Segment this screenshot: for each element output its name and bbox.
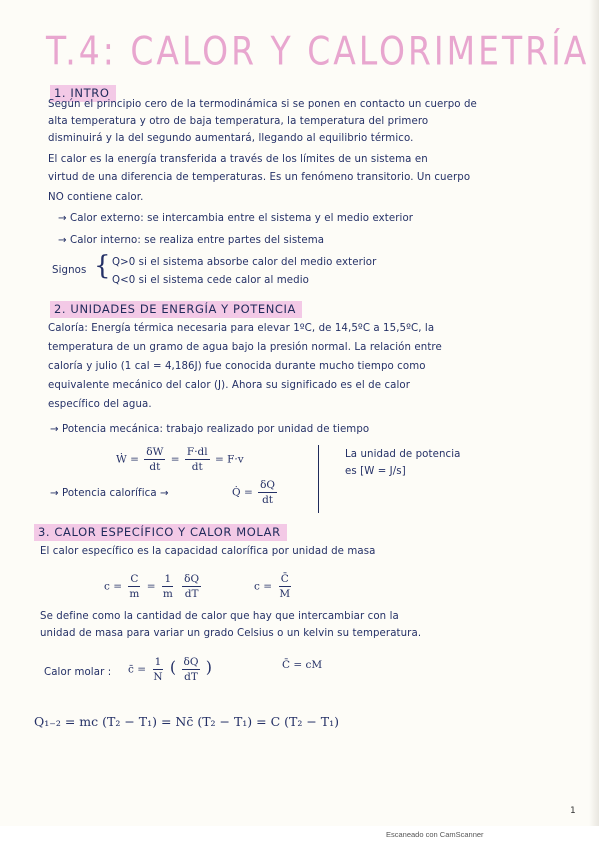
page-number: 1 [570, 806, 576, 816]
text-line: NO contiene calor. [48, 192, 144, 203]
brace-icon: { [94, 251, 111, 281]
signos-label: Signos [52, 265, 87, 276]
divider [318, 445, 319, 513]
potencia-calorifica-line: → Potencia calorífica → [50, 488, 169, 499]
text-line: El calor es la energía transferida a través de los límites de un sistema en [48, 154, 428, 165]
unidad-potencia-line: es [W = J/s] [345, 466, 406, 477]
equation-calor-especifico: c = $\frac{C}{m}$ = $\frac{1}{m}$ $\frac{\delta Q}{dT}$ [104, 573, 200, 600]
text-line: Se define como la cantidad de calor que hay que intercambiar con la [40, 611, 399, 622]
text-line: alta temperatura y otro de baja temperatura, la temperatura del primero [48, 116, 429, 127]
section-heading-intro: 1. INTRO [50, 86, 116, 100]
equation-calor-especifico-molar: c = $\frac{C̄}{M}$ [254, 573, 291, 600]
calor-molar-label: Calor molar : [44, 667, 112, 678]
text-line: unidad de masa para variar un grado Celsius o un kelvin su temperatura. [40, 628, 422, 639]
equation-calor-molar: c̄ = $\frac{1}{N}$ ( $\frac{\delta Q}{dT}$ ) [128, 656, 213, 683]
equation-calor-intercambiado: Q₁₋₂ = mc (T₂ − T₁) = Nc̄ (T₂ − T₁) = C (T₂ − T₁) [34, 714, 340, 729]
equation-capacidad-calorifica: C̄ = cM [282, 659, 323, 671]
text-line: específico del agua. [48, 399, 152, 410]
scanner-watermark: Escaneado con CamScanner [386, 830, 484, 839]
potencia-mecanica-line: → Potencia mecánica: trabajo realizado por unidad de tiempo [50, 424, 370, 435]
equation-potencia-calorifica: Q̇ = $\frac{\delta Q}{dt}$ [232, 479, 276, 506]
signo-positivo: Q>0 si el sistema absorbe calor del medio exterior [112, 257, 377, 268]
text-line: temperatura de un gramo de agua bajo la presión normal. La relación entre [48, 342, 442, 353]
page-title: T.4: CALOR Y CALORIMETRÍA [46, 28, 590, 75]
text-line: El calor específico es la capacidad calorífica por unidad de masa [40, 546, 376, 557]
text-line: Caloría: Energía térmica necesaria para elevar 1ºC, de 14,5ºC a 15,5ºC, la [48, 323, 435, 334]
scanner-footer [0, 826, 599, 848]
text-line: disminuirá y la del segundo aumentará, llegando al equilibrio térmico. [48, 133, 414, 144]
unidad-potencia-line: La unidad de potencia [345, 449, 461, 460]
bullet-calor-interno: → Calor interno: se realiza entre partes del sistema [58, 235, 325, 246]
equation-potencia-mecanica: Ẇ = $\frac{\delta W}{dt}$ = $\frac{F\cdot dl}{dt}$ = F·v [116, 446, 244, 473]
text-line: equivalente mecánico del calor (J). Ahora su significado es el de calor [48, 380, 411, 391]
signo-negativo: Q<0 si el sistema cede calor al medio [112, 275, 310, 286]
page-edge [589, 0, 599, 826]
text-line: Según el principio cero de la termodinámica si se ponen en contacto un cuerpo de [48, 99, 477, 110]
bullet-calor-externo: → Calor externo: se intercambia entre el sistema y el medio exterior [58, 213, 414, 224]
text-line: virtud de una diferencia de temperaturas. Es un fenómeno transitorio. Un cuerpo [48, 172, 471, 183]
text-line: caloría y julio (1 cal = 4,186J) fue conocida durante mucho tiempo como [48, 361, 426, 372]
section-heading-calor-especifico: 3. CALOR ESPECÍFICO Y CALOR MOLAR [34, 525, 287, 539]
section-heading-unidades: 2. UNIDADES DE ENERGÍA Y POTENCIA [50, 302, 302, 316]
